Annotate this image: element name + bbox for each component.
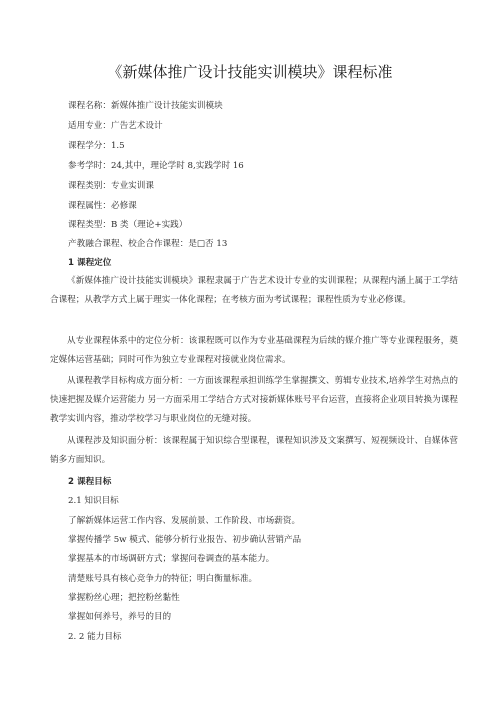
section-1-paragraph-3: 从课程教学目标构成方面分析：一方面该课程承担训练学生掌握撰文、剪辑专业技术,培养学生对热点的快速把握及媒介运营能力 另一方面采用工学结合方式对接新媒体账号平台运营，直接将企业项目转换为课程教学实训内容，推动学校学习与职业岗位的无缝对接。 <box>50 376 458 424</box>
knowledge-goal-item: 掌握粉丝心理；把控粉丝黏性 <box>68 593 180 603</box>
document-title: 《新媒体推广设计技能实训模块》课程标准 <box>107 63 393 81</box>
section-1-paragraph-2: 从专业课程体系中的定位分析：该课程既可以作为专业基础课程为后续的媒介推广等专业课程服务，奠定媒体运营基础；同时可作为独立专业课程对接就业岗位需求。 <box>50 336 458 365</box>
knowledge-goal-item: 掌握传播学 5w 模式、能够分析行业报告、初步确认营销产品 <box>68 535 302 545</box>
meta-credits: 课程学分：1.5 <box>68 141 125 151</box>
section-2-sub-1: 2.1 知识目标 <box>68 496 119 506</box>
knowledge-goal-item: 了解新媒体运营工作内容、发展前景、工作阶段、市场薪资。 <box>68 516 301 526</box>
knowledge-goal-item: 清楚账号具有核心竞争力的特征；明白衡量标准。 <box>68 574 258 584</box>
section-2-sub-2: 2. 2 能力目标 <box>68 632 122 642</box>
knowledge-goal-item: 掌握基本的市场调研方式；掌握问卷调查的基本能力。 <box>68 554 275 564</box>
meta-industry-school: 产教融合课程、校企合作课程：是□否 13 <box>68 239 228 249</box>
meta-major: 适用专业：广告艺术设计 <box>68 121 163 131</box>
section-1-paragraph-4: 从课程涉及知识面分析：该课程属于知识综合型课程，课程知识涉及文案撰写、短视频设计、自媒体营销多方面知识。 <box>50 436 458 465</box>
knowledge-goal-item: 掌握如何养号，养号的目的 <box>68 612 172 622</box>
meta-attribute: 课程属性：必修课 <box>68 201 137 211</box>
section-1-paragraph-1: 《新媒体推广设计技能实训模块》课程隶属于广告艺术设计专业的实训课程；从课程内涵上属于工学结合课程；从教学方式上属于理实一体化课程；在考核方面为考试课程；课程性质为专业必修课。 <box>50 276 458 305</box>
section-2-heading: 2 课程目标 <box>68 477 112 487</box>
meta-course-name: 课程名称：新媒体推广设计技能实训模块 <box>68 101 223 111</box>
meta-category: 课程类别：专业实训课 <box>68 181 154 191</box>
section-1-heading: 1 课程定位 <box>68 258 112 268</box>
meta-hours: 参考学时：24,其中，理论学时 8,实践学时 16 <box>68 161 244 171</box>
meta-type: 课程类型：B 类（理论+实践） <box>68 220 188 230</box>
